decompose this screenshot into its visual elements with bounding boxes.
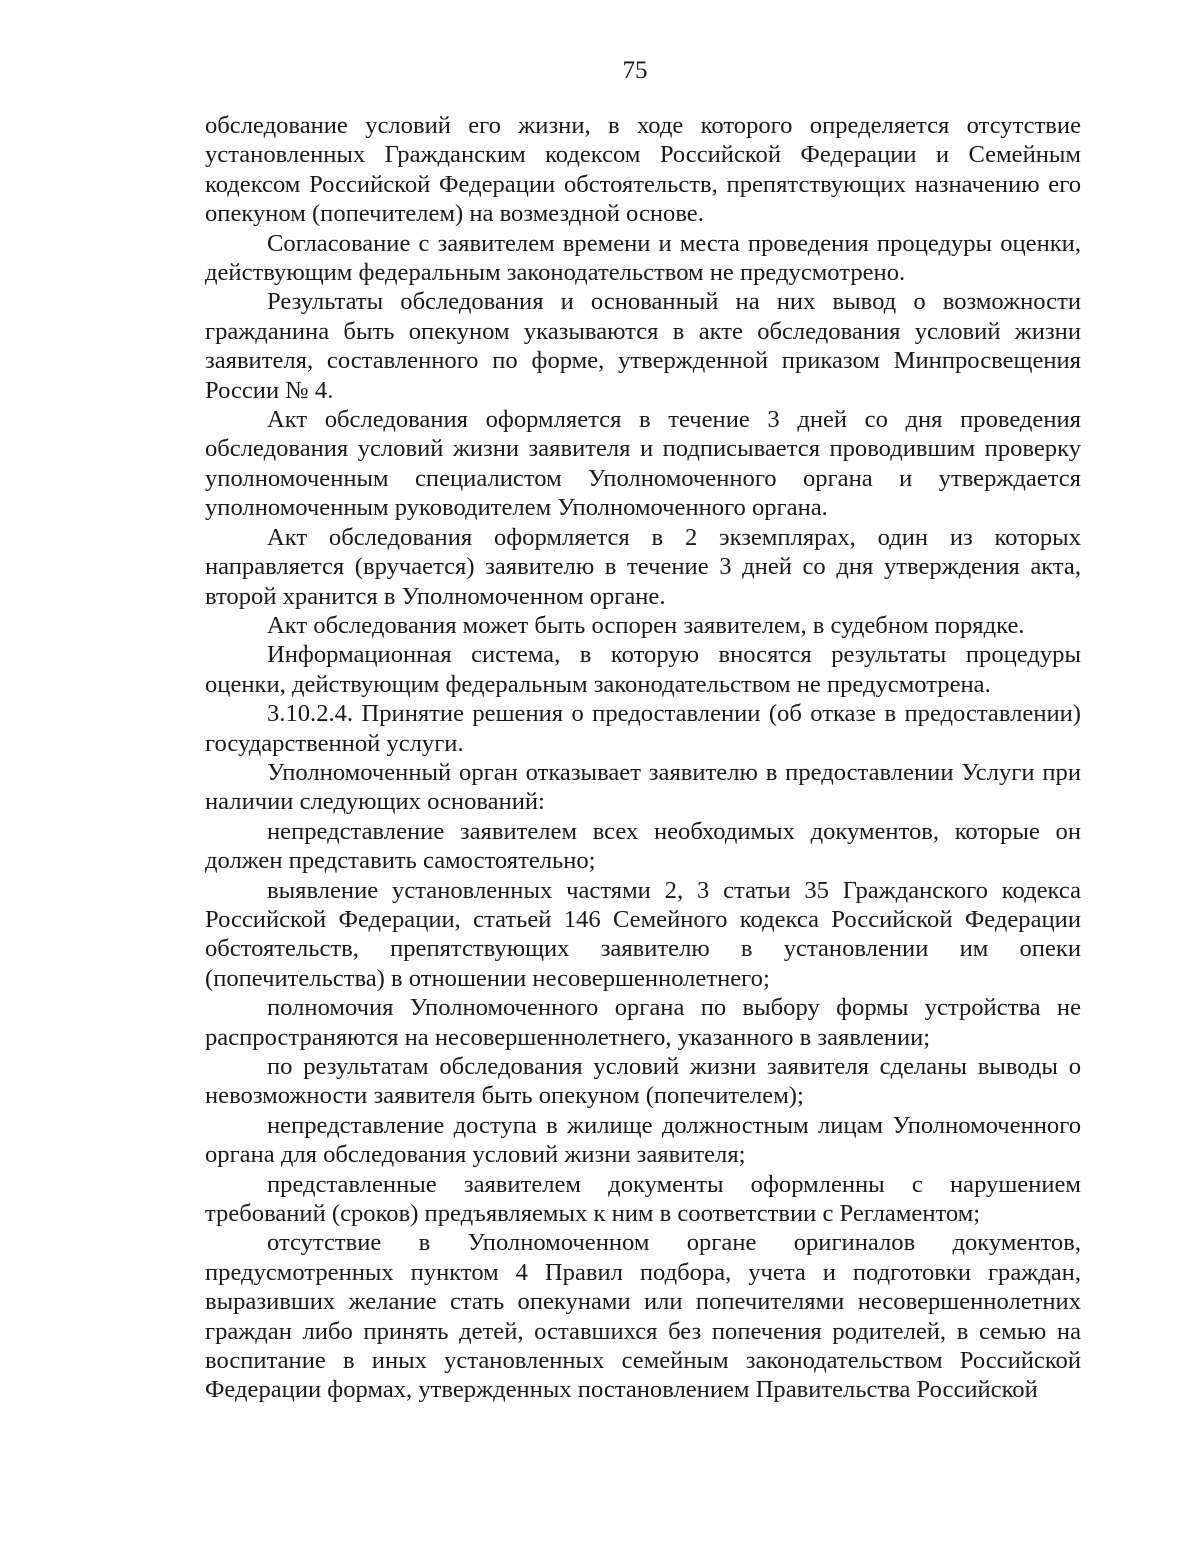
page-number: 75 (622, 57, 648, 84)
list-item: непредставление заявителем всех необходимых документов, которые он должен представить самостоятельно; (205, 817, 1081, 875)
list-item: по результатам обследования условий жизни заявителя сделаны выводы о невозможности заявителя быть опекуном (попечителем); (205, 1053, 1081, 1110)
paragraph: Уполномоченный орган отказывает заявителю в предоставлении Услуги при наличии следующих оснований: (205, 758, 1081, 816)
list-item: непредставление доступа в жилище должностным лицам Уполномоченного органа для обследования условий жизни заявителя; (205, 1111, 1081, 1169)
paragraph: обследование условий его жизни, в ходе которого определяется отсутствие установленных Гражданским кодексом Российской Федерации и Семейным кодексом Российской Федерации обстоятельств, препятствующих назначению его опекуном (попечителем) на возмездной основе. (205, 112, 1081, 228)
list-item: отсутствие в Уполномоченном органе оригиналов документов, предусмотренных пунктом 4 Правил подбора, учета и подготовки граждан, выразивших желание стать опекунами или попечителями несовершеннолетних граждан либо принять детей, оставшихся без попечения родителей, в семью на воспитание в иных установленных семейным законодательством Российской Федерации формах, утвержденных постановлением Правительства Российской (205, 1229, 1081, 1404)
paragraph: Акт обследования оформляется в течение 3 дней со дня проведения обследования условий жизни заявителя и подписывается проводившим проверку уполномоченным специалистом Уполномоченного органа и утверждается уполномоченным руководителем Уполномоченного органа. (205, 406, 1081, 522)
section-heading: 3.10.2.4. Принятие решения о предоставлении (об отказе в предоставлении) государственной услуги. (205, 700, 1081, 757)
list-item: выявление установленных частями 2, 3 статьи 35 Гражданского кодекса Российской Федерации, статьей 146 Семейного кодекса Российской Федерации обстоятельств, препятствующих заявителю в установлении им опеки (попечительства) в отношении несовершеннолетнего; (205, 876, 1081, 992)
paragraph: Результаты обследования и основанный на них вывод о возможности гражданина быть опекуном указываются в акте обследования условий жизни заявителя, составленного по форме, утвержденной приказом Минпросвещения России № 4. (205, 288, 1081, 404)
paragraph: Согласование с заявителем времени и места проведения процедуры оценки, действующим федеральным законодательством не предусмотрено. (205, 229, 1081, 287)
document-body (205, 111, 1081, 1405)
paragraph: Акт обследования оформляется в 2 экземплярах, один из которых направляется (вручается) заявителю в течение 3 дней со дня утверждения акта, второй хранится в Уполномоченном органе. (205, 523, 1081, 610)
paragraph: Информационная система, в которую вносятся результаты процедуры оценки, действующим федеральным законодательством не предусмотрена. (205, 641, 1081, 698)
list-item: представленные заявителем документы оформленны с нарушением требований (сроков) предъявляемых к ним в соответствии с Регламентом; (205, 1170, 1081, 1228)
paragraph: Акт обследования может быть оспорен заявителем, в судебном порядке. (267, 611, 1025, 639)
list-item: полномочия Уполномоченного органа по выбору формы устройства не распространяются на несовершеннолетнего, указанного в заявлении; (205, 994, 1081, 1051)
